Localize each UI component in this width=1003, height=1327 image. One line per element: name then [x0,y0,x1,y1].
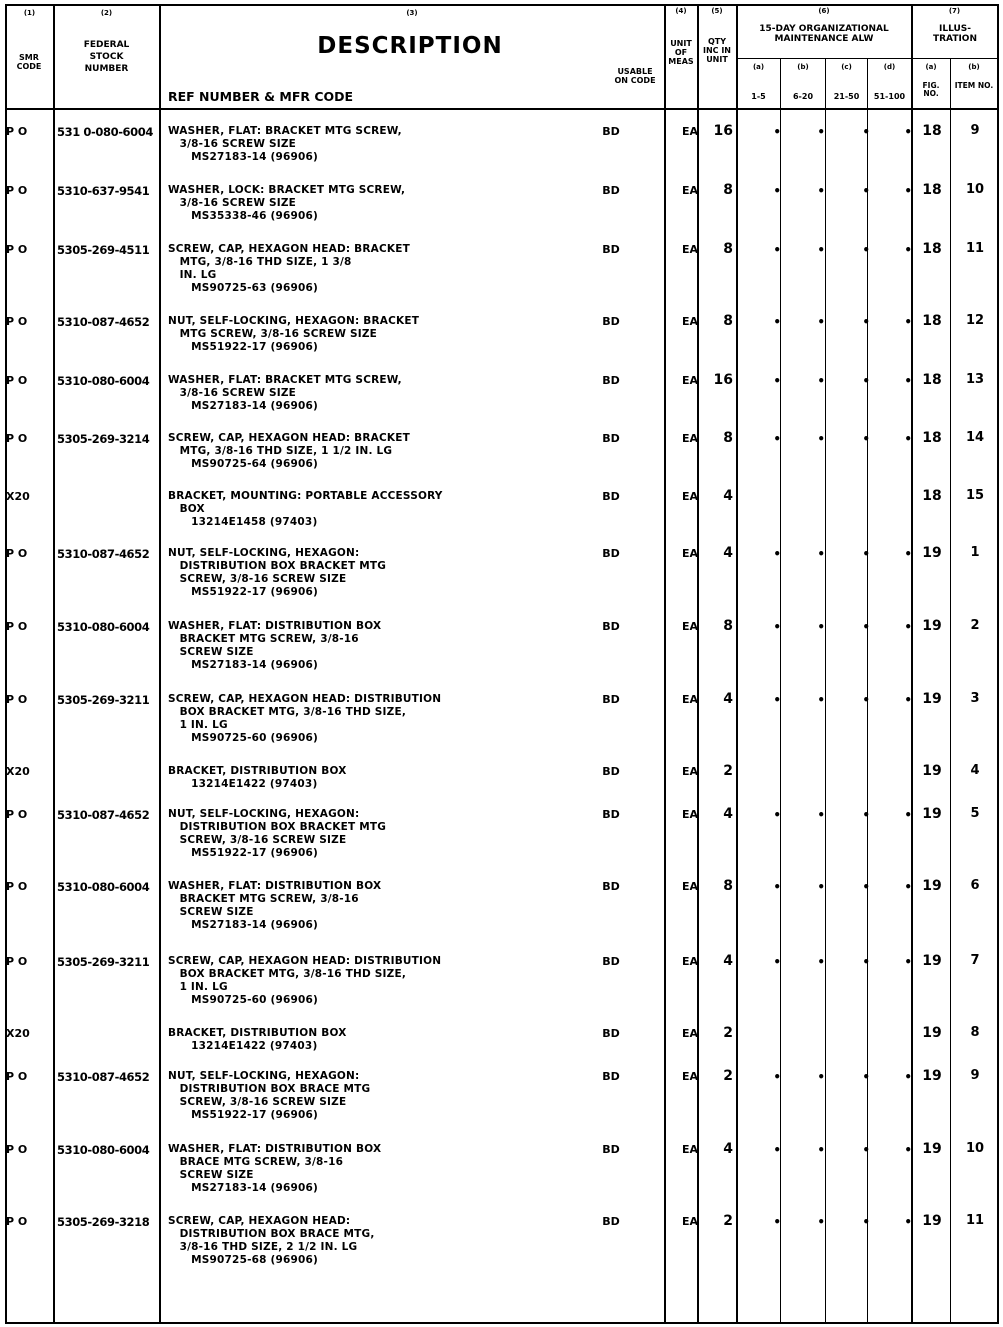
divider-col3 [664,4,666,1323]
description-cell: NUT, SELF-LOCKING, HEXAGON: DISTRIBUTION BOX BRACE MTG SCREW, 3/8-16 SCREW SIZE MS51922-17 (96906) [168,1070,371,1122]
border-bottom [5,1322,999,1324]
smr-code-cell: P O [6,1143,28,1156]
sub-c: (c) [841,63,852,71]
unit-of-measure-cell: EA [681,243,698,256]
allowance-c-cell: • [862,693,870,707]
allowance-d-cell: • [904,432,912,446]
figure-number-cell: 19 [922,618,942,634]
unit-of-measure-cell: EA [681,880,698,893]
smr-code-cell: P O [6,315,28,328]
unit-of-measure-cell: EA [681,1215,698,1228]
stock-number-cell: 5310-080-6004 [57,620,150,634]
allowance-c-cell: • [862,243,870,257]
usable-on-code-cell: BD [602,955,620,968]
quantity-cell: 2 [723,763,733,779]
allowance-d-cell: • [904,808,912,822]
usable-on-code-cell: BD [602,1143,620,1156]
usable-on-code-cell: BD [602,547,620,560]
allowance-b-cell: • [817,955,825,969]
usable-on-code-cell: BD [602,620,620,633]
allowance-b-cell: • [817,374,825,388]
fig-no-header: FIG. NO. [922,81,940,99]
quantity-cell: 8 [723,241,733,257]
smr-code-cell: P O [6,693,28,706]
figure-number-cell: 19 [922,545,942,561]
fsn-header-line3: NUMBER [84,64,129,74]
allowance-a-cell: • [773,1143,781,1157]
border-left [5,4,7,1323]
usable-on-code-cell: BD [602,1070,620,1083]
allowance-a-cell: • [773,880,781,894]
col-num-6: (6) [818,7,830,15]
allowance-b-cell: • [817,547,825,561]
divider-col6 [911,4,913,1323]
allowance-d-cell: • [904,620,912,634]
description-cell: WASHER, FLAT: DISTRIBUTION BOX BRACKET MTG SCREW, 3/8-16 SCREW SIZE MS27183-14 (96906) [168,880,382,932]
figure-number-cell: 18 [922,488,942,504]
item-number-cell: 5 [970,806,980,821]
allowance-b-cell: • [817,125,825,139]
usable-on-code-cell: BD [602,1027,620,1040]
usable-on-code-cell: BD [602,765,620,778]
figure-number-cell: 18 [922,313,942,329]
unit-of-meas-header: UNIT OF MEAS [668,39,694,66]
quantity-cell: 4 [723,953,733,969]
quantity-cell: 4 [723,545,733,561]
item-number-cell: 11 [965,241,985,256]
quantity-cell: 4 [723,691,733,707]
allowance-d-cell: • [904,1143,912,1157]
range-c: 21-50 [833,92,860,101]
unit-of-measure-cell: EA [681,432,698,445]
fsn-header-line2: STOCK [89,52,124,62]
description-cell: BRACKET, DISTRIBUTION BOX 13214E1422 (97403) [168,765,347,791]
description-cell: SCREW, CAP, HEXAGON HEAD: BRACKET MTG, 3/8-16 THD SIZE, 1 1/2 IN. LG MS90725-64 (96906) [168,432,410,471]
unit-of-measure-cell: EA [681,547,698,560]
col-num-5: (5) [711,7,723,15]
allowance-c-cell: • [862,374,870,388]
figure-number-cell: 19 [922,1213,942,1229]
unit-of-measure-cell: EA [681,1143,698,1156]
item-number-cell: 10 [965,182,985,197]
allowance-a-cell: • [773,620,781,634]
description-cell: WASHER, FLAT: BRACKET MTG SCREW, 3/8-16 SCREW SIZE MS27183-14 (96906) [168,374,402,413]
usable-on-code-cell: BD [602,880,620,893]
allowance-c-cell: • [862,808,870,822]
figure-number-cell: 19 [922,1141,942,1157]
figure-number-cell: 19 [922,806,942,822]
allowance-d-cell: • [904,955,912,969]
stock-number-cell: 5305-269-3211 [57,955,150,969]
item-no-header: ITEM NO. [954,81,994,90]
description-cell: SCREW, CAP, HEXAGON HEAD: DISTRIBUTION BOX BRACE MTG, 3/8-16 THD SIZE, 2 1/2 IN. LG MS90725-68 (96906) [168,1215,375,1267]
allowance-b-cell: • [817,880,825,894]
item-number-cell: 1 [970,545,980,560]
usable-on-code-cell: BD [602,693,620,706]
usable-on-code-header: USABLE ON CODE [614,67,656,85]
smr-code-cell: X20 [6,490,30,503]
description-title: DESCRIPTION [317,33,503,59]
allowance-c-cell: • [862,1143,870,1157]
item-number-cell: 15 [965,488,985,503]
divider-col2 [159,4,161,1323]
description-cell: NUT, SELF-LOCKING, HEXAGON: BRACKET MTG SCREW, 3/8-16 SCREW SIZE MS51922-17 (96906) [168,315,420,354]
allowance-c-cell: • [862,125,870,139]
divider-fig-item [950,58,951,1323]
figure-number-cell: 19 [922,878,942,894]
allowance-a-cell: • [773,184,781,198]
usable-on-code-cell: BD [602,125,620,138]
figure-number-cell: 18 [922,430,942,446]
stock-number-cell: 5310-087-4652 [57,315,150,329]
allowance-c-cell: • [862,184,870,198]
usable-on-code-cell: BD [602,374,620,387]
stock-number-cell: 5305-269-3211 [57,693,150,707]
unit-of-measure-cell: EA [681,374,698,387]
quantity-cell: 2 [723,1068,733,1084]
sub-fig-a: (a) [925,63,937,71]
allowance-b-cell: • [817,1215,825,1229]
unit-of-measure-cell: EA [681,1027,698,1040]
allowance-d-cell: • [904,125,912,139]
allowance-d-cell: • [904,1215,912,1229]
col-num-2: (2) [100,9,113,17]
quantity-cell: 8 [723,182,733,198]
quantity-cell: 8 [723,618,733,634]
allowance-d-cell: • [904,1070,912,1084]
smr-code-cell: P O [6,243,28,256]
unit-of-measure-cell: EA [681,184,698,197]
border-top [5,4,999,6]
allowance-a-cell: • [773,243,781,257]
smr-code-cell: X20 [6,1027,30,1040]
allowance-d-cell: • [904,315,912,329]
item-number-cell: 2 [970,618,980,633]
smr-code-cell: P O [6,955,28,968]
col-num-7: (7) [948,7,961,15]
description-cell: SCREW, CAP, HEXAGON HEAD: DISTRIBUTION BOX BRACKET MTG, 3/8-16 THD SIZE, 1 IN. LG MS90725-60 (96906) [168,955,442,1007]
description-cell: NUT, SELF-LOCKING, HEXAGON: DISTRIBUTION BOX BRACKET MTG SCREW, 3/8-16 SCREW SIZE MS51922-17 (96906) [168,547,387,599]
quantity-cell: 8 [723,430,733,446]
smr-code-cell: X20 [6,765,30,778]
usable-on-code-cell: BD [602,1215,620,1228]
range-a: 1-5 [751,92,766,101]
sub-a: (a) [752,63,765,71]
allowance-a-cell: • [773,374,781,388]
figure-number-cell: 19 [922,953,942,969]
unit-of-measure-cell: EA [681,620,698,633]
item-number-cell: 13 [965,372,985,387]
illustration-header: ILLUS-TRATION [932,24,977,45]
smr-code-cell: P O [6,547,28,560]
smr-code-cell: P O [6,620,28,633]
unit-of-measure-cell: EA [681,955,698,968]
description-cell: NUT, SELF-LOCKING, HEXAGON: DISTRIBUTION BOX BRACKET MTG SCREW, 3/8-16 SCREW SIZE MS51922-17 (96906) [168,808,387,860]
allowance-b-cell: • [817,693,825,707]
smr-code-cell: P O [6,808,28,821]
usable-on-code-cell: BD [602,184,620,197]
description-cell: WASHER, FLAT: BRACKET MTG SCREW, 3/8-16 SCREW SIZE MS27183-14 (96906) [168,125,402,164]
allowance-b-cell: • [817,243,825,257]
sub-d: (d) [883,63,896,71]
description-cell: BRACKET, MOUNTING: PORTABLE ACCESSORY BOX 13214E1458 (97403) [168,490,443,529]
usable-on-code-cell: BD [602,808,620,821]
description-cell: WASHER, FLAT: DISTRIBUTION BOX BRACE MTG SCREW, 3/8-16 SCREW SIZE MS27183-14 (96906) [168,1143,382,1195]
allowance-d-cell: • [904,184,912,198]
allowance-a-cell: • [773,1070,781,1084]
description-cell: WASHER, LOCK: BRACKET MTG SCREW, 3/8-16 SCREW SIZE MS35338-46 (96906) [168,184,406,223]
quantity-cell: 8 [723,313,733,329]
quantity-cell: 4 [723,1141,733,1157]
item-number-cell: 3 [970,691,980,706]
allowance-c-cell: • [862,315,870,329]
allowance-d-cell: • [904,547,912,561]
stock-number-cell: 5310-087-4652 [57,808,150,822]
stock-number-cell: 531 0-080-6004 [57,125,153,139]
ref-number-header: REF NUMBER & MFR CODE [168,89,354,104]
usable-on-code-cell: BD [602,243,620,256]
allowance-c-cell: • [862,547,870,561]
stock-number-cell: 5310-080-6004 [57,1143,150,1157]
figure-number-cell: 18 [922,182,942,198]
allowance-c-cell: • [862,1070,870,1084]
stock-number-cell: 5310-080-6004 [57,880,150,894]
col-num-4: (4) [675,7,687,15]
allowance-a-cell: • [773,955,781,969]
fsn-header-line1: FEDERAL [83,40,130,50]
range-b: 6-20 [792,92,814,101]
smr-code-header: SMR CODE [16,53,42,71]
item-number-cell: 10 [965,1141,985,1156]
smr-code-cell: P O [6,432,28,445]
rule-alw-sub [736,58,997,59]
unit-of-measure-cell: EA [681,490,698,503]
unit-of-measure-cell: EA [681,315,698,328]
figure-number-cell: 18 [922,241,942,257]
allowance-c-cell: • [862,1215,870,1229]
allowance-a-cell: • [773,1215,781,1229]
allowance-b-cell: • [817,1070,825,1084]
allowance-d-cell: • [904,880,912,894]
unit-of-measure-cell: EA [681,808,698,821]
stock-number-cell: 5310-087-4652 [57,1070,150,1084]
allowance-c-cell: • [862,880,870,894]
usable-on-code-cell: BD [602,490,620,503]
quantity-cell: 16 [713,123,733,139]
allowance-b-cell: • [817,184,825,198]
description-cell: SCREW, CAP, HEXAGON HEAD: BRACKET MTG, 3/8-16 THD SIZE, 1 3/8 IN. LG MS90725-63 (96906) [168,243,410,295]
allowance-c-cell: • [862,620,870,634]
allowance-a-cell: • [773,808,781,822]
divider-col5 [736,4,738,1323]
unit-of-measure-cell: EA [681,765,698,778]
divider-col4 [697,4,699,1323]
quantity-cell: 2 [723,1213,733,1229]
unit-of-measure-cell: EA [681,1070,698,1083]
allowance-b-cell: • [817,1143,825,1157]
item-number-cell: 8 [970,1025,980,1040]
allowance-a-cell: • [773,432,781,446]
sub-item-b: (b) [968,63,980,71]
item-number-cell: 12 [965,313,985,328]
usable-on-code-cell: BD [602,432,620,445]
allowance-a-cell: • [773,125,781,139]
divider-col1 [53,4,55,1323]
figure-number-cell: 19 [922,1025,942,1041]
range-d: 51-100 [873,92,906,101]
figure-number-cell: 18 [922,123,942,139]
item-number-cell: 14 [965,430,985,445]
item-number-cell: 6 [970,878,980,893]
description-cell: BRACKET, DISTRIBUTION BOX 13214E1422 (97403) [168,1027,347,1053]
allowance-d-cell: • [904,693,912,707]
allowance-c-cell: • [862,955,870,969]
smr-code-cell: P O [6,880,28,893]
border-right [997,4,999,1323]
item-number-cell: 11 [965,1213,985,1228]
description-cell: WASHER, FLAT: DISTRIBUTION BOX BRACKET MTG SCREW, 3/8-16 SCREW SIZE MS27183-14 (96906) [168,620,382,672]
smr-code-cell: P O [6,184,28,197]
usable-on-code-cell: BD [602,315,620,328]
quantity-cell: 8 [723,878,733,894]
figure-number-cell: 19 [922,1068,942,1084]
item-number-cell: 9 [970,123,980,138]
unit-of-measure-cell: EA [681,125,698,138]
maintenance-allowance-header: 15-DAY ORGANIZATIONAL MAINTENANCE ALW [759,24,889,45]
stock-number-cell: 5305-269-3218 [57,1215,150,1229]
stock-number-cell: 5310-087-4652 [57,547,150,561]
allowance-c-cell: • [862,432,870,446]
allowance-b-cell: • [817,808,825,822]
allowance-d-cell: • [904,374,912,388]
allowance-d-cell: • [904,243,912,257]
figure-number-cell: 18 [922,372,942,388]
allowance-b-cell: • [817,315,825,329]
allowance-a-cell: • [773,693,781,707]
smr-code-cell: P O [6,1215,28,1228]
stock-number-cell: 5310-080-6004 [57,374,150,388]
smr-code-cell: P O [6,1070,28,1083]
figure-number-cell: 19 [922,691,942,707]
quantity-cell: 16 [713,372,733,388]
rule-header-bottom [5,108,999,110]
description-cell: SCREW, CAP, HEXAGON HEAD: DISTRIBUTION BOX BRACKET MTG, 3/8-16 THD SIZE, 1 IN. LG MS90725-60 (96906) [168,693,442,745]
allowance-a-cell: • [773,315,781,329]
sub-b: (b) [797,63,809,71]
smr-code-cell: P O [6,125,28,138]
quantity-cell: 2 [723,1025,733,1041]
quantity-cell: 4 [723,488,733,504]
allowance-a-cell: • [773,547,781,561]
stock-number-cell: 5310-637-9541 [57,184,150,198]
stock-number-cell: 5305-269-4511 [57,243,150,257]
smr-code-cell: P O [6,374,28,387]
item-number-cell: 4 [970,763,980,778]
stock-number-cell: 5305-269-3214 [57,432,150,446]
item-number-cell: 7 [970,953,980,968]
item-number-cell: 9 [970,1068,980,1083]
quantity-cell: 4 [723,806,733,822]
col-num-3: (3) [406,9,418,17]
col-num-1: (1) [23,9,36,17]
figure-number-cell: 19 [922,763,942,779]
qty-inc-header: QTY INC IN UNIT [703,37,731,64]
allowance-b-cell: • [817,620,825,634]
unit-of-measure-cell: EA [681,693,698,706]
allowance-b-cell: • [817,432,825,446]
